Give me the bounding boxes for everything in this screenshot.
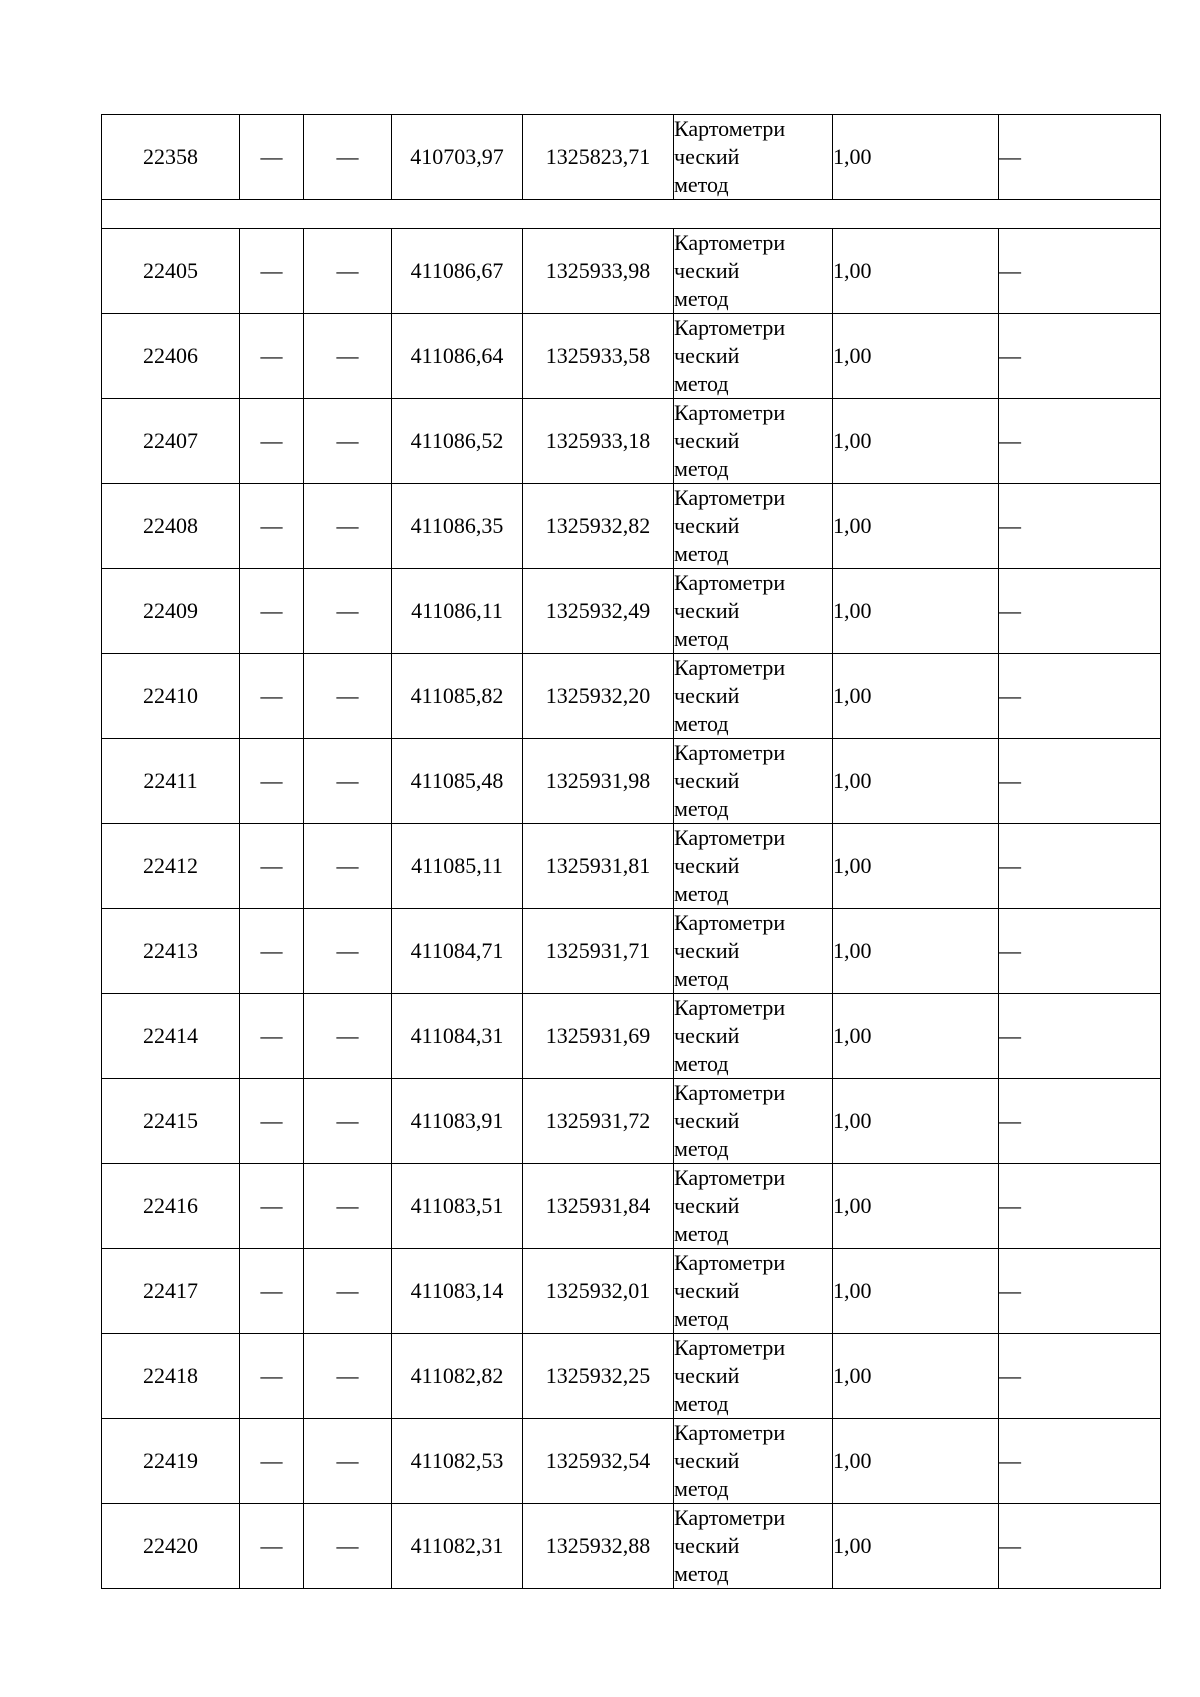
table-row bbox=[102, 994, 1161, 1079]
accuracy-cell: 1,00 bbox=[833, 1419, 999, 1504]
x-coordinate-cell: 410703,97 bbox=[392, 115, 523, 200]
point-number-cell: 22417 bbox=[102, 1249, 240, 1334]
description-cell: — bbox=[999, 1164, 1161, 1249]
y-coordinate-cell: 1325932,25 bbox=[523, 1334, 674, 1419]
method-line: ческий bbox=[674, 343, 740, 368]
empty-value-cell: — bbox=[304, 994, 392, 1079]
method-cell bbox=[674, 484, 833, 569]
empty-value-cell: — bbox=[240, 1334, 304, 1419]
method-line: ческий bbox=[674, 1533, 740, 1558]
method-line: ческий bbox=[674, 1108, 740, 1133]
method-cell bbox=[674, 1079, 833, 1164]
accuracy-cell: 1,00 bbox=[833, 739, 999, 824]
point-number-cell: 22358 bbox=[102, 115, 240, 200]
point-number-cell: 22409 bbox=[102, 569, 240, 654]
y-coordinate-cell: 1325933,98 bbox=[523, 229, 674, 314]
method-line: Картометри bbox=[674, 1420, 786, 1445]
x-coordinate-cell: 411085,82 bbox=[392, 654, 523, 739]
description-cell: — bbox=[999, 654, 1161, 739]
method-line: метод bbox=[674, 796, 729, 821]
empty-value-cell: — bbox=[240, 1079, 304, 1164]
table-row bbox=[102, 1079, 1161, 1164]
y-coordinate-cell: 1325931,84 bbox=[523, 1164, 674, 1249]
accuracy-cell: 1,00 bbox=[833, 1504, 999, 1589]
method-line: ческий bbox=[674, 1448, 740, 1473]
accuracy-cell: 1,00 bbox=[833, 115, 999, 200]
method-line: метод bbox=[674, 456, 729, 481]
method-cell bbox=[674, 314, 833, 399]
table-row bbox=[102, 654, 1161, 739]
method-line: Картометри bbox=[674, 116, 786, 141]
empty-value-cell: — bbox=[240, 1419, 304, 1504]
table-row bbox=[102, 115, 1161, 200]
method-cell bbox=[674, 399, 833, 484]
empty-value-cell: — bbox=[304, 115, 392, 200]
x-coordinate-cell: 411085,11 bbox=[392, 824, 523, 909]
empty-value-cell: — bbox=[304, 1079, 392, 1164]
coordinates-table bbox=[101, 114, 1161, 1589]
table-row bbox=[102, 1504, 1161, 1589]
empty-value-cell: — bbox=[304, 229, 392, 314]
method-line: ческий bbox=[674, 938, 740, 963]
accuracy-cell: 1,00 bbox=[833, 1164, 999, 1249]
x-coordinate-cell: 411083,14 bbox=[392, 1249, 523, 1334]
point-number-cell: 22412 bbox=[102, 824, 240, 909]
accuracy-cell: 1,00 bbox=[833, 654, 999, 739]
empty-value-cell: — bbox=[240, 739, 304, 824]
empty-value-cell: — bbox=[304, 1164, 392, 1249]
table-row bbox=[102, 569, 1161, 654]
accuracy-cell: 1,00 bbox=[833, 229, 999, 314]
method-line: ческий bbox=[674, 1363, 740, 1388]
method-line: метод bbox=[674, 172, 729, 197]
empty-value-cell: — bbox=[304, 1504, 392, 1589]
empty-value-cell: — bbox=[240, 654, 304, 739]
method-cell bbox=[674, 229, 833, 314]
method-line: ческий bbox=[674, 598, 740, 623]
empty-value-cell: — bbox=[304, 824, 392, 909]
description-cell: — bbox=[999, 1249, 1161, 1334]
method-line: Картометри bbox=[674, 1335, 786, 1360]
empty-value-cell: — bbox=[240, 824, 304, 909]
empty-value-cell: — bbox=[240, 569, 304, 654]
empty-value-cell: — bbox=[240, 994, 304, 1079]
method-line: Картометри bbox=[674, 1080, 786, 1105]
empty-value-cell: — bbox=[240, 1504, 304, 1589]
description-cell: — bbox=[999, 569, 1161, 654]
method-line: ческий bbox=[674, 683, 740, 708]
table-row bbox=[102, 1419, 1161, 1504]
description-cell: — bbox=[999, 1079, 1161, 1164]
method-line: Картометри bbox=[674, 910, 786, 935]
description-cell: — bbox=[999, 994, 1161, 1079]
description-cell: — bbox=[999, 314, 1161, 399]
method-line: Картометри bbox=[674, 315, 786, 340]
y-coordinate-cell: 1325932,54 bbox=[523, 1419, 674, 1504]
x-coordinate-cell: 411083,91 bbox=[392, 1079, 523, 1164]
method-line: метод bbox=[674, 1476, 729, 1501]
empty-value-cell: — bbox=[240, 1164, 304, 1249]
method-line: Картометри bbox=[674, 485, 786, 510]
point-number-cell: 22416 bbox=[102, 1164, 240, 1249]
description-cell: — bbox=[999, 824, 1161, 909]
method-line: ческий bbox=[674, 513, 740, 538]
empty-value-cell: — bbox=[304, 739, 392, 824]
table-row bbox=[102, 909, 1161, 994]
point-number-cell: 22406 bbox=[102, 314, 240, 399]
description-cell: — bbox=[999, 115, 1161, 200]
description-cell: — bbox=[999, 739, 1161, 824]
point-number-cell: 22407 bbox=[102, 399, 240, 484]
method-cell bbox=[674, 654, 833, 739]
y-coordinate-cell: 1325932,01 bbox=[523, 1249, 674, 1334]
method-line: Картометри bbox=[674, 995, 786, 1020]
empty-value-cell: — bbox=[240, 909, 304, 994]
empty-value-cell: — bbox=[304, 314, 392, 399]
empty-value-cell: — bbox=[304, 1419, 392, 1504]
table-row bbox=[102, 229, 1161, 314]
method-line: метод bbox=[674, 541, 729, 566]
separator-cell bbox=[102, 200, 1161, 229]
x-coordinate-cell: 411086,67 bbox=[392, 229, 523, 314]
x-coordinate-cell: 411082,82 bbox=[392, 1334, 523, 1419]
description-cell: — bbox=[999, 484, 1161, 569]
accuracy-cell: 1,00 bbox=[833, 484, 999, 569]
y-coordinate-cell: 1325931,69 bbox=[523, 994, 674, 1079]
point-number-cell: 22420 bbox=[102, 1504, 240, 1589]
table-body bbox=[102, 115, 1161, 1589]
accuracy-cell: 1,00 bbox=[833, 994, 999, 1079]
point-number-cell: 22414 bbox=[102, 994, 240, 1079]
description-cell: — bbox=[999, 229, 1161, 314]
description-cell: — bbox=[999, 1504, 1161, 1589]
x-coordinate-cell: 411085,48 bbox=[392, 739, 523, 824]
method-cell bbox=[674, 1249, 833, 1334]
accuracy-cell: 1,00 bbox=[833, 314, 999, 399]
empty-value-cell: — bbox=[240, 399, 304, 484]
method-line: ческий bbox=[674, 1278, 740, 1303]
description-cell: — bbox=[999, 1334, 1161, 1419]
table-row bbox=[102, 484, 1161, 569]
table-row bbox=[102, 399, 1161, 484]
y-coordinate-cell: 1325932,20 bbox=[523, 654, 674, 739]
empty-value-cell: — bbox=[304, 484, 392, 569]
x-coordinate-cell: 411082,53 bbox=[392, 1419, 523, 1504]
document-page bbox=[101, 114, 1160, 1589]
method-line: Картометри bbox=[674, 825, 786, 850]
table-row bbox=[102, 1334, 1161, 1419]
table-row bbox=[102, 739, 1161, 824]
point-number-cell: 22410 bbox=[102, 654, 240, 739]
empty-value-cell: — bbox=[304, 909, 392, 994]
y-coordinate-cell: 1325932,88 bbox=[523, 1504, 674, 1589]
x-coordinate-cell: 411086,64 bbox=[392, 314, 523, 399]
method-line: ческий bbox=[674, 258, 740, 283]
method-line: метод bbox=[674, 881, 729, 906]
method-line: ческий bbox=[674, 1193, 740, 1218]
method-cell bbox=[674, 909, 833, 994]
x-coordinate-cell: 411084,71 bbox=[392, 909, 523, 994]
method-cell bbox=[674, 824, 833, 909]
table-row bbox=[102, 1164, 1161, 1249]
empty-value-cell: — bbox=[240, 484, 304, 569]
point-number-cell: 22415 bbox=[102, 1079, 240, 1164]
empty-value-cell: — bbox=[240, 229, 304, 314]
separator-row bbox=[102, 200, 1161, 229]
method-line: метод bbox=[674, 1051, 729, 1076]
table-row bbox=[102, 1249, 1161, 1334]
x-coordinate-cell: 411086,35 bbox=[392, 484, 523, 569]
method-line: метод bbox=[674, 966, 729, 991]
method-line: Картометри bbox=[674, 740, 786, 765]
y-coordinate-cell: 1325931,71 bbox=[523, 909, 674, 994]
method-line: Картометри bbox=[674, 655, 786, 680]
accuracy-cell: 1,00 bbox=[833, 399, 999, 484]
method-line: Картометри bbox=[674, 400, 786, 425]
empty-value-cell: — bbox=[304, 399, 392, 484]
description-cell: — bbox=[999, 909, 1161, 994]
y-coordinate-cell: 1325823,71 bbox=[523, 115, 674, 200]
method-line: ческий bbox=[674, 853, 740, 878]
point-number-cell: 22418 bbox=[102, 1334, 240, 1419]
table-row bbox=[102, 824, 1161, 909]
empty-value-cell: — bbox=[240, 314, 304, 399]
description-cell: — bbox=[999, 1419, 1161, 1504]
method-line: метод bbox=[674, 1561, 729, 1586]
method-cell bbox=[674, 739, 833, 824]
point-number-cell: 22419 bbox=[102, 1419, 240, 1504]
empty-value-cell: — bbox=[240, 1249, 304, 1334]
method-line: метод bbox=[674, 1221, 729, 1246]
y-coordinate-cell: 1325931,81 bbox=[523, 824, 674, 909]
x-coordinate-cell: 411084,31 bbox=[392, 994, 523, 1079]
method-line: ческий bbox=[674, 144, 740, 169]
y-coordinate-cell: 1325931,72 bbox=[523, 1079, 674, 1164]
method-cell bbox=[674, 1334, 833, 1419]
method-line: Картометри bbox=[674, 230, 786, 255]
x-coordinate-cell: 411086,52 bbox=[392, 399, 523, 484]
y-coordinate-cell: 1325933,58 bbox=[523, 314, 674, 399]
y-coordinate-cell: 1325933,18 bbox=[523, 399, 674, 484]
method-cell bbox=[674, 569, 833, 654]
method-line: метод bbox=[674, 1391, 729, 1416]
method-line: ческий bbox=[674, 428, 740, 453]
accuracy-cell: 1,00 bbox=[833, 569, 999, 654]
x-coordinate-cell: 411082,31 bbox=[392, 1504, 523, 1589]
point-number-cell: 22413 bbox=[102, 909, 240, 994]
method-line: метод bbox=[674, 1136, 729, 1161]
empty-value-cell: — bbox=[304, 654, 392, 739]
method-line: Картометри bbox=[674, 1505, 786, 1530]
method-line: Картометри bbox=[674, 570, 786, 595]
method-line: ческий bbox=[674, 768, 740, 793]
empty-value-cell: — bbox=[304, 1334, 392, 1419]
empty-value-cell: — bbox=[304, 1249, 392, 1334]
method-cell bbox=[674, 1164, 833, 1249]
method-line: метод bbox=[674, 371, 729, 396]
accuracy-cell: 1,00 bbox=[833, 824, 999, 909]
point-number-cell: 22411 bbox=[102, 739, 240, 824]
method-line: метод bbox=[674, 711, 729, 736]
method-line: Картометри bbox=[674, 1250, 786, 1275]
table-row bbox=[102, 314, 1161, 399]
method-line: метод bbox=[674, 1306, 729, 1331]
y-coordinate-cell: 1325932,82 bbox=[523, 484, 674, 569]
accuracy-cell: 1,00 bbox=[833, 1079, 999, 1164]
empty-value-cell: — bbox=[240, 115, 304, 200]
point-number-cell: 22408 bbox=[102, 484, 240, 569]
x-coordinate-cell: 411086,11 bbox=[392, 569, 523, 654]
accuracy-cell: 1,00 bbox=[833, 909, 999, 994]
description-cell: — bbox=[999, 399, 1161, 484]
point-number-cell: 22405 bbox=[102, 229, 240, 314]
method-line: Картометри bbox=[674, 1165, 786, 1190]
method-cell bbox=[674, 994, 833, 1079]
y-coordinate-cell: 1325932,49 bbox=[523, 569, 674, 654]
empty-value-cell: — bbox=[304, 569, 392, 654]
y-coordinate-cell: 1325931,98 bbox=[523, 739, 674, 824]
method-cell bbox=[674, 1504, 833, 1589]
method-line: метод bbox=[674, 626, 729, 651]
accuracy-cell: 1,00 bbox=[833, 1334, 999, 1419]
x-coordinate-cell: 411083,51 bbox=[392, 1164, 523, 1249]
method-line: метод bbox=[674, 286, 729, 311]
method-cell bbox=[674, 115, 833, 200]
method-cell bbox=[674, 1419, 833, 1504]
method-line: ческий bbox=[674, 1023, 740, 1048]
accuracy-cell: 1,00 bbox=[833, 1249, 999, 1334]
